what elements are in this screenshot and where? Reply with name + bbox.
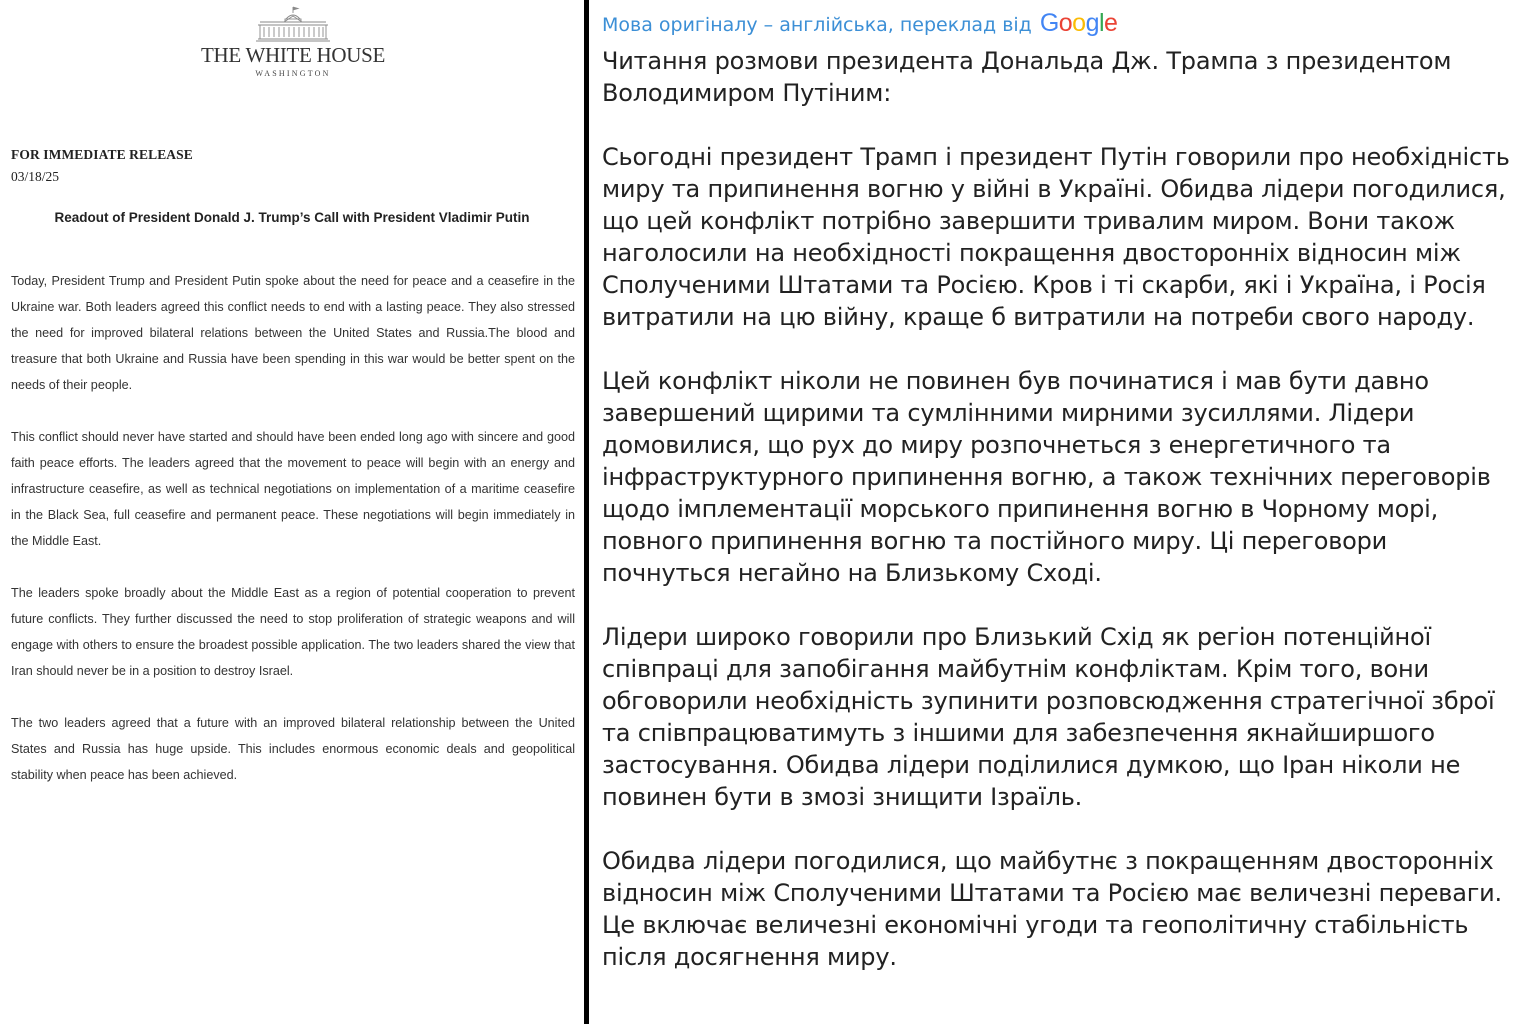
white-house-logo bbox=[200, 6, 386, 92]
document-paragraph: The two leaders agreed that a future with an improved bilateral relationship between the United States and Russia has huge upside. This includes enormous economic deals and geopolitical stability when peace has been achieved. bbox=[11, 716, 575, 782]
release-date: 03/18/25 bbox=[11, 169, 60, 184]
translation-title: Читання розмови президента Дональда Дж. Трампа з президентом Володимиром Путіним: bbox=[602, 47, 1452, 107]
document-body bbox=[11, 268, 575, 814]
document-title: Readout of President Donald J. Trump’s Call with President Vladimir Putin bbox=[54, 210, 530, 225]
logo-subtitle: WASHINGTON bbox=[255, 69, 331, 78]
release-label: FOR IMMEDIATE RELEASE bbox=[11, 147, 193, 162]
google-logo-letter: e bbox=[1104, 9, 1118, 37]
translation-paragraph: Лідери широко говорили про Близький Схід як регіон потенційної співпраці для запобігання майбутнім конфліктам. Крім того, вони обговорили необхідність зупинити розповсюдження стратегічної зброї та співпрацюватимуть з іншими для забезпечення якнайширшого застосування. Обидва лідери поділилися думкою, що Іран ніколи не повинен бути в змозі знищити Ізраїль. bbox=[602, 623, 1495, 811]
document-paragraph: The leaders spoke broadly about the Middle East as a region of potential cooperation to prevent future conflicts. They further discussed the need to stop proliferation of strategic weapons and will engage with others to ensure the broadest possible application. The two leaders shared the view that Iran should never be in a position to destroy Israel. bbox=[11, 586, 575, 678]
google-logo-letter: G bbox=[1039, 9, 1059, 37]
document-paragraph: Today, President Trump and President Putin spoke about the need for peace and a ceasefire in the Ukraine war. Both leaders agreed this conflict needs to end with a lasting peace. They also stressed the need for improved bilateral relations between the United States and Russia.The blood and treasure that both Ukraine and Russia have been spending in this war would be better spent on the needs of their people. bbox=[11, 274, 575, 392]
translation-paragraph: Цей конфлікт ніколи не повинен був починатися і мав бути давно завершений щирими та сумлінними мирними зусиллями. Лідери домовилися, що рух до миру розпочнеться з енергетичного та інфраструктурного припинення вогню, а також технічних переговорів щодо імплементації морського припинення вогню в Чорному морі, повного припинення вогню та постійного миру. Ці переговори почнуться негайно на Близькому Сході. bbox=[602, 367, 1491, 587]
logo-title: THE WHITE HOUSE bbox=[200, 43, 386, 67]
translation-notice[interactable] bbox=[602, 10, 1117, 39]
white-house-building-icon bbox=[256, 6, 330, 42]
translation-notice-text: Мова оригіналу – англійська, переклад від bbox=[602, 13, 1032, 36]
google-logo-letter: g bbox=[1085, 9, 1099, 37]
google-logo-letter: l bbox=[1098, 9, 1105, 37]
google-logo-letter: o bbox=[1072, 9, 1086, 37]
translation-panel bbox=[589, 0, 1532, 1024]
google-logo bbox=[1040, 9, 1118, 38]
translation-paragraph: Обидва лідери погодилися, що майбутнє з покращенням двосторонніх відносин між Сполученими Штатами та Росією має величезні переваги. Це включає величезні економічні угоди та геополітичну стабільність після досягнення миру. bbox=[602, 847, 1502, 971]
google-logo-letter: o bbox=[1058, 9, 1073, 37]
translation-body bbox=[602, 45, 1522, 1005]
press-release-panel bbox=[0, 0, 584, 1024]
document-paragraph: This conflict should never have started and should have been ended long ago with sincere and good faith peace efforts. The leaders agreed that the movement to peace will begin with an energy and infrastructure ceasefire, as well as technical negotiations on implementation of a maritime ceasefire in the Black Sea, full ceasefire and permanent peace. These negotiations will begin immediately in the Middle East. bbox=[11, 430, 575, 548]
translation-paragraph: Сьогодні президент Трамп і президент Путін говорили про необхідність миру та припинення вогню у війні в Україні. Обидва лідери погодилися, що цей конфлікт потрібно завершити тривалим миром. Вони також наголосили на необхідності покращення двосторонніх відносин між Сполученими Штатами та Росією. Кров і ті скарби, які і Україна, і Росія витратили на цю війну, краще б витратили на потреби свого народу. bbox=[602, 143, 1510, 331]
